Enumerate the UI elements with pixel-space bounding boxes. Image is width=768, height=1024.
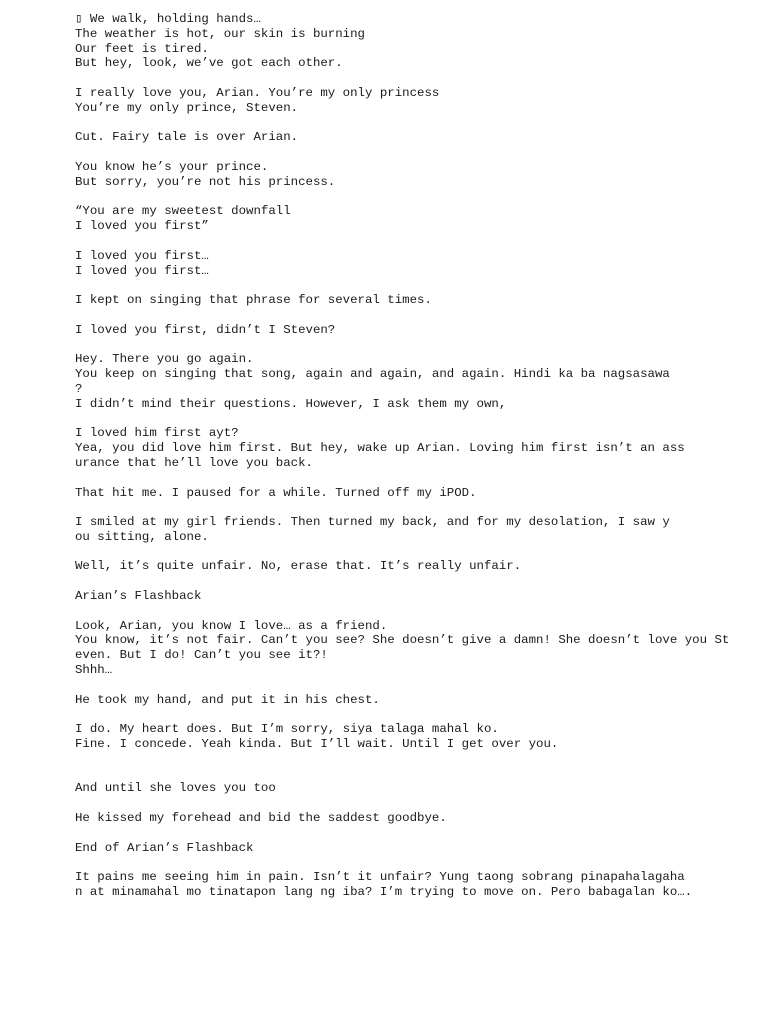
text-line: I loved you first… <box>75 263 209 278</box>
paragraph <box>75 323 755 338</box>
text-line: even. But I do! Can’t you see it?! <box>75 648 328 663</box>
paragraph <box>75 426 755 470</box>
text-line: ▯ We walk, holding hands… <box>75 12 261 26</box>
paragraph <box>75 722 755 752</box>
text-line: You know, it’s not fair. Can’t you see? She doesn’t give a damn! She doesn’t love you St <box>75 633 730 648</box>
text-line: I smiled at my girl friends. Then turned my back, and for my desolation, I saw y <box>75 515 670 530</box>
paragraph <box>75 86 755 116</box>
text-line: Hey. There you go again. <box>75 352 254 367</box>
text-line: Our feet is tired. <box>75 41 209 56</box>
paragraph <box>75 160 755 190</box>
text-line: Yea, you did love him first. But hey, wake up Arian. Loving him first isn’t an ass <box>75 441 685 456</box>
paragraph <box>75 204 755 234</box>
text-line: He kissed my forehead and bid the saddest goodbye. <box>75 811 447 826</box>
paragraph <box>75 486 755 501</box>
text-line: Cut. Fairy tale is over Arian. <box>75 130 299 145</box>
text-line: The weather is hot, our skin is burning <box>75 26 365 41</box>
paragraph <box>75 130 755 145</box>
text-line: ou sitting, alone. <box>75 529 209 544</box>
paragraph <box>75 559 755 574</box>
text-line: “You are my sweetest downfall <box>75 204 291 219</box>
text-line: I didn’t mind their questions. However, I ask them my own, <box>75 396 507 411</box>
text-line: But sorry, you’re not his princess. <box>75 174 336 189</box>
text-line: I do. My heart does. But I’m sorry, siya talaga mahal ko. <box>75 722 499 737</box>
paragraph <box>75 870 755 900</box>
section-heading <box>75 589 755 604</box>
text-line: I loved him first ayt? <box>75 426 239 441</box>
text-line: It pains me seeing him in pain. Isn’t it unfair? Yung taong sobrang pinapahalagaha <box>75 870 685 885</box>
text-line: n at minamahal mo tinatapon lang ng iba? I’m trying to move on. Pero babagalan ko…. <box>75 885 693 900</box>
text-line: Look, Arian, you know I love… as a friend. <box>75 618 388 633</box>
text-line: ? <box>75 381 83 396</box>
text-line: You know he’s your prince. <box>75 159 269 174</box>
paragraph <box>75 249 755 279</box>
text-line: And until she loves you too <box>75 781 276 796</box>
document-page <box>75 12 755 915</box>
text-line: Fine. I concede. Yeah kinda. But I’ll wait. Until I get over you. <box>75 737 559 752</box>
paragraph <box>75 811 755 826</box>
text-line: He took my hand, and put it in his chest. <box>75 692 380 707</box>
paragraph <box>75 693 755 708</box>
paragraph <box>75 515 755 545</box>
text-line: I kept on singing that phrase for several times. <box>75 293 432 308</box>
paragraph <box>75 781 755 796</box>
section-heading <box>75 841 755 856</box>
text-line: I really love you, Arian. You’re my only princess <box>75 85 440 100</box>
text-line: But hey, look, we’ve got each other. <box>75 56 343 71</box>
paragraph <box>75 12 755 71</box>
text-line: Well, it’s quite unfair. No, erase that. It’s really unfair. <box>75 559 522 574</box>
text-line: You’re my only prince, Steven. <box>75 100 299 115</box>
text-line: I loved you first” <box>75 219 209 234</box>
paragraph <box>75 619 755 678</box>
paragraph <box>75 293 755 308</box>
text-line: End of Arian’s Flashback <box>75 840 254 855</box>
text-line: I loved you first… <box>75 248 209 263</box>
text-line: I loved you first, didn’t I Steven? <box>75 322 336 337</box>
text-line: Shhh… <box>75 663 113 678</box>
paragraph <box>75 352 755 411</box>
text-line: You keep on singing that song, again and again, and again. Hindi ka ba nagsasawa <box>75 367 670 382</box>
text-line: Arian’s Flashback <box>75 589 202 604</box>
text-line: That hit me. I paused for a while. Turned off my iPOD. <box>75 485 477 500</box>
text-line: urance that he’ll love you back. <box>75 455 313 470</box>
